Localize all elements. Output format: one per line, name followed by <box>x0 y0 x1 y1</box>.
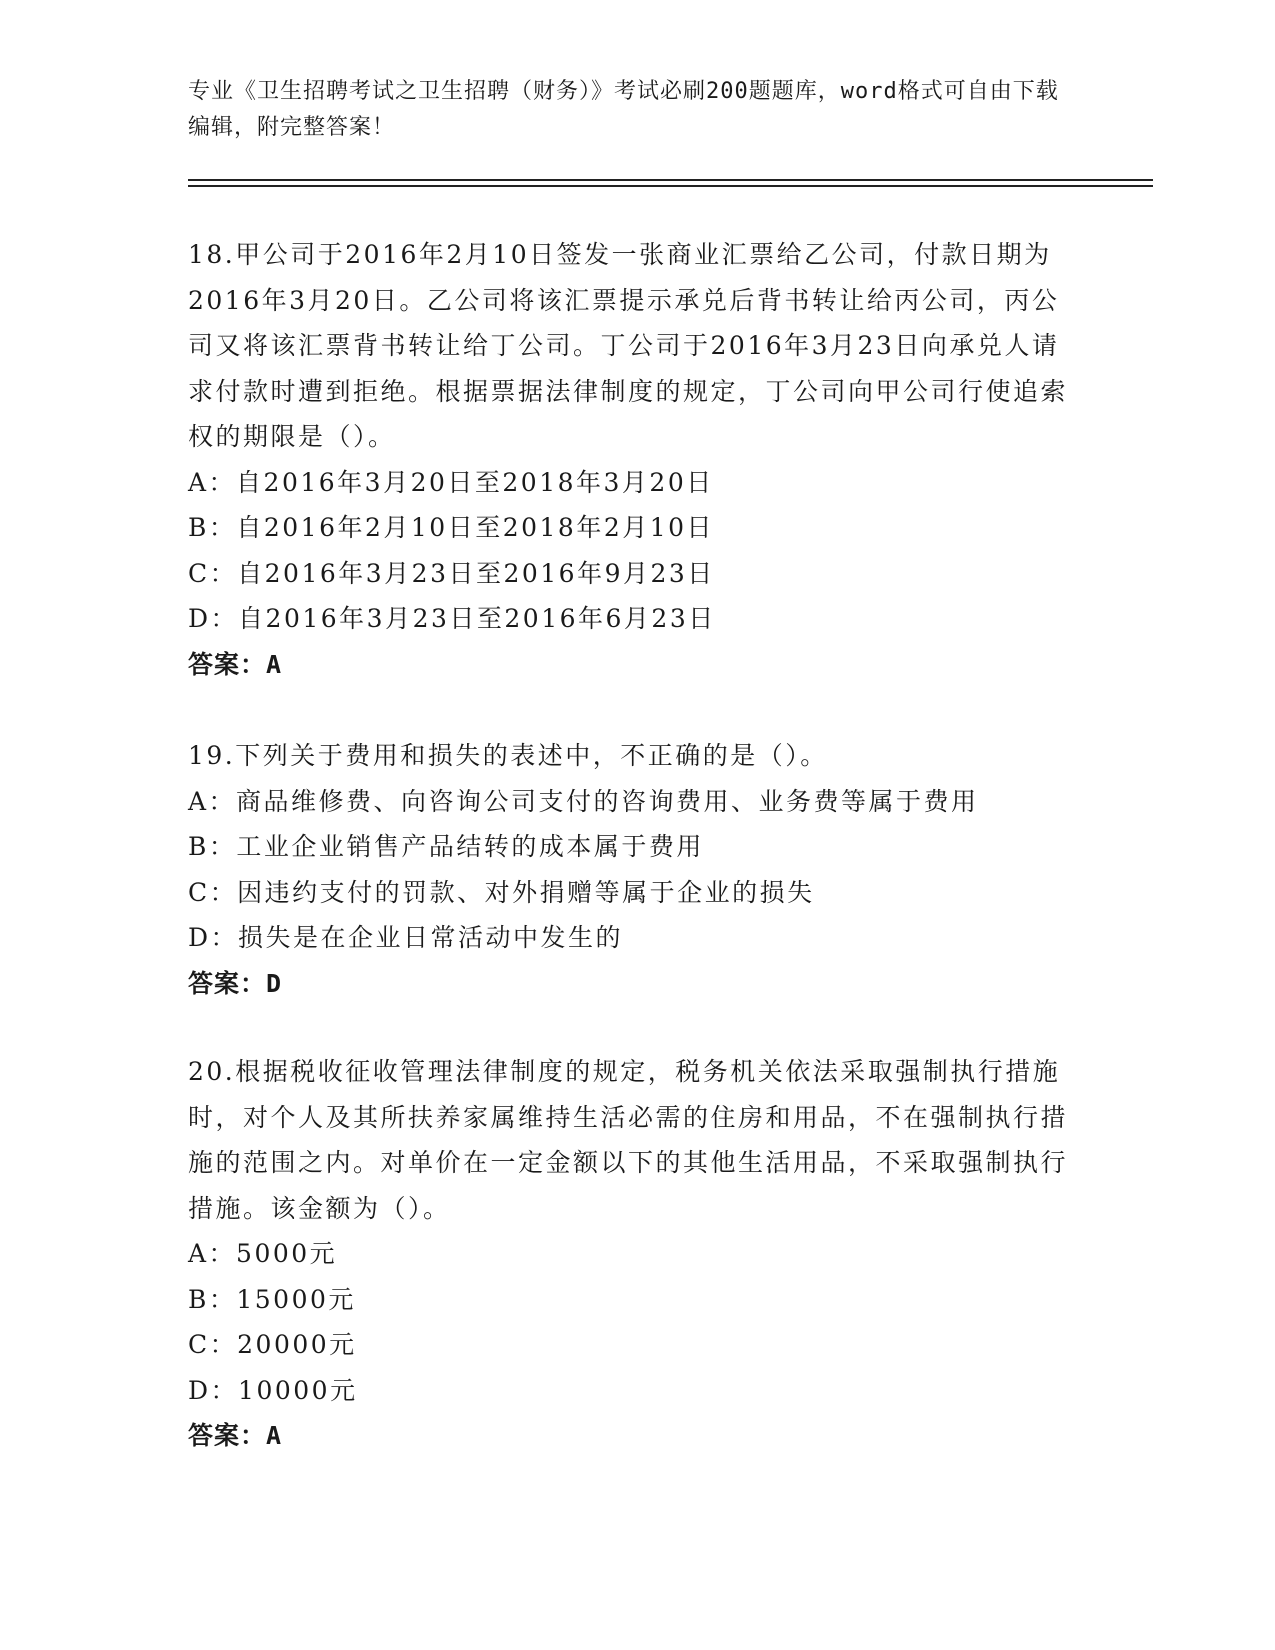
header-divider-bottom <box>188 185 1153 187</box>
option-c: C：因违约支付的罚款、对外捐赠等属于企业的损失 <box>188 877 815 907</box>
answer: 答案：D <box>188 968 283 998</box>
document-header: 专业《卫生招聘考试之卫生招聘（财务）》考试必刷200题题库，word格式可自由下载编辑，附完整答案！ <box>188 79 1059 140</box>
question-stem: 18.甲公司于2016年2月10日签发一张商业汇票给乙公司，付款日期为2016年3月20日。乙公司将该汇票提示承兑后背书转让给丙公司，丙公司又将该汇票背书转让给丁公司。丁公司于2016年3月23日向承兑人请求付款时遭到拒绝。根据票据法律制度的规定，丁公司向甲公司行使追索权的期限是（）。 <box>188 240 1069 451</box>
option-c: C：20000元 <box>188 1330 357 1359</box>
option-b: B：自2016年2月10日至2018年2月10日 <box>188 513 715 542</box>
answer: 答案：A <box>188 1421 283 1450</box>
option-b: B：15000元 <box>188 1284 356 1314</box>
option-d: D：10000元 <box>188 1375 358 1405</box>
option-a: A：5000元 <box>188 1239 338 1268</box>
question-20 <box>188 1049 1068 1459</box>
option-d: D：自2016年3月23日至2016年6月23日 <box>188 604 716 633</box>
question-stem: 20.根据税收征收管理法律制度的规定，税务机关依法采取强制执行措施时，对个人及其所扶养家属维持生活必需的住房和用品，不在强制执行措施的范围之内。对单价在一定金额以下的其他生活用品，不采取强制执行措施。该金额为（）。 <box>188 1057 1069 1223</box>
header-divider-top <box>188 179 1153 181</box>
option-d: D：损失是在企业日常活动中发生的 <box>188 923 624 952</box>
option-a: A：自2016年3月20日至2018年3月20日 <box>188 467 714 497</box>
question-19 <box>188 733 1068 1006</box>
option-a: A：商品维修费、向咨询公司支付的咨询费用、业务费等属于费用 <box>188 786 979 816</box>
question-18 <box>188 232 1068 687</box>
question-stem: 19.下列关于费用和损失的表述中，不正确的是（）。 <box>188 741 828 770</box>
option-c: C：自2016年3月23日至2016年9月23日 <box>188 558 715 588</box>
answer: 答案：A <box>188 649 283 679</box>
option-b: B：工业企业销售产品结转的成本属于费用 <box>188 832 704 861</box>
